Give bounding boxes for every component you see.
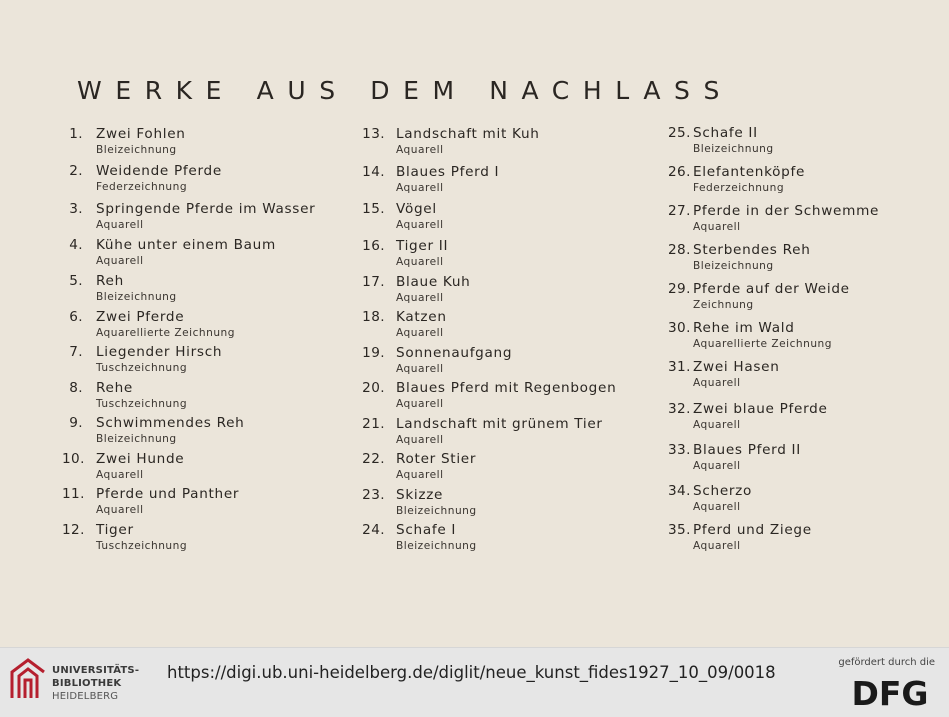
entry-technique: Bleizeichnung — [96, 291, 177, 303]
entry-number: 8. — [69, 380, 83, 396]
entry-technique: Bleizeichnung — [396, 540, 477, 552]
entry-technique: Aquarell — [693, 460, 741, 472]
entry-number: 16. — [362, 238, 385, 254]
entry-technique: Aquarell — [693, 540, 741, 552]
entry-number: 27. — [668, 203, 691, 219]
entry-title: Vögel — [396, 201, 437, 217]
entry-technique: Aquarell — [396, 256, 444, 268]
entry-number: 32. — [668, 401, 691, 417]
entry-technique: Aquarell — [396, 182, 444, 194]
entry-number: 14. — [362, 164, 385, 180]
entry-title: Scherzo — [693, 483, 753, 499]
entry-technique: Aquarell — [396, 219, 444, 231]
entry-title: Elefantenköpfe — [693, 164, 806, 180]
entry-technique: Aquarell — [693, 419, 741, 431]
library-name-line-3: HEIDELBERG — [52, 691, 119, 702]
entry-title: Pferd und Ziege — [693, 522, 812, 538]
entry-number: 24. — [362, 522, 385, 538]
entry-number: 31. — [668, 359, 691, 375]
entry-title: Liegender Hirsch — [96, 344, 223, 360]
entry-number: 33. — [668, 442, 691, 458]
library-name-line-2: BIBLIOTHEK — [52, 678, 122, 689]
entry-number: 11. — [62, 486, 85, 502]
entry-title: Zwei Hasen — [693, 359, 780, 375]
entry-number: 15. — [362, 201, 385, 217]
entry-technique: Aquarell — [693, 221, 741, 233]
entry-technique: Aquarell — [96, 219, 144, 231]
entry-title: Skizze — [396, 487, 444, 503]
entry-title: Landschaft mit Kuh — [396, 126, 540, 142]
entry-title: Rehe — [96, 380, 133, 396]
entry-title: Springende Pferde im Wasser — [96, 201, 316, 217]
entry-number: 12. — [62, 522, 85, 538]
entry-technique: Bleizeichnung — [693, 143, 774, 155]
entry-technique: Aquarell — [396, 363, 444, 375]
entry-technique: Aquarell — [396, 292, 444, 304]
permalink-url[interactable]: https://digi.ub.uni-heidelberg.de/diglit/neue_kunst_fides1927_10_09/0018 — [167, 663, 776, 682]
entry-technique: Bleizeichnung — [96, 144, 177, 156]
entry-number: 18. — [362, 309, 385, 325]
entry-title: Sterbendes Reh — [693, 242, 811, 258]
entry-number: 10. — [62, 451, 85, 467]
entry-title: Kühe unter einem Baum — [96, 237, 276, 253]
page-title: WERKE AUS DEM NACHLASS — [77, 76, 733, 105]
dfg-logo-icon — [845, 674, 935, 710]
entry-number: 35. — [668, 522, 691, 538]
entry-title: Sonnenaufgang — [396, 345, 513, 361]
entry-technique: Aquarellierte Zeichnung — [693, 338, 832, 350]
entry-number: 3. — [69, 201, 83, 217]
entry-title: Katzen — [396, 309, 447, 325]
entry-title: Zwei Hunde — [96, 451, 185, 467]
entry-number: 30. — [668, 320, 691, 336]
entry-number: 17. — [362, 274, 385, 290]
entry-number: 29. — [668, 281, 691, 297]
entry-number: 21. — [362, 416, 385, 432]
entry-title: Blaue Kuh — [396, 274, 471, 290]
entry-technique: Zeichnung — [693, 299, 754, 311]
entry-title: Weidende Pferde — [96, 163, 222, 179]
entry-technique: Aquarell — [693, 377, 741, 389]
library-name-line-1: UNIVERSITÄTS- — [52, 665, 140, 676]
entry-technique: Tuschzeichnung — [96, 398, 188, 410]
entry-number: 19. — [362, 345, 385, 361]
entry-technique: Aquarell — [396, 398, 444, 410]
entry-technique: Bleizeichnung — [396, 505, 477, 517]
entry-title: Pferde in der Schwemme — [693, 203, 880, 219]
entry-technique: Tuschzeichnung — [96, 540, 188, 552]
funding-note: gefördert durch die — [838, 657, 935, 668]
entry-technique: Federzeichnung — [693, 182, 785, 194]
entry-number: 34. — [668, 483, 691, 499]
entry-technique: Aquarell — [396, 469, 444, 481]
entry-number: 23. — [362, 487, 385, 503]
entry-technique: Federzeichnung — [96, 181, 188, 193]
entry-title: Tiger — [96, 522, 134, 538]
entry-title: Schwimmendes Reh — [96, 415, 245, 431]
entry-technique: Bleizeichnung — [693, 260, 774, 272]
entry-technique: Aquarell — [693, 501, 741, 513]
entry-technique: Aquarell — [96, 469, 144, 481]
entry-technique: Tuschzeichnung — [96, 362, 188, 374]
viewer-footer — [0, 647, 949, 717]
entry-technique: Aquarell — [96, 504, 144, 516]
entry-title: Zwei Fohlen — [96, 126, 186, 142]
entry-technique: Aquarellierte Zeichnung — [96, 327, 235, 339]
entry-number: 4. — [69, 237, 83, 253]
entry-technique: Aquarell — [396, 327, 444, 339]
entry-technique: Aquarell — [396, 434, 444, 446]
entry-title: Blaues Pferd mit Regenbogen — [396, 380, 617, 396]
entry-title: Rehe im Wald — [693, 320, 795, 336]
entry-number: 26. — [668, 164, 691, 180]
entry-title: Landschaft mit grünem Tier — [396, 416, 603, 432]
entry-technique: Aquarell — [396, 144, 444, 156]
entry-title: Blaues Pferd II — [693, 442, 801, 458]
entry-technique: Aquarell — [96, 255, 144, 267]
entry-number: 7. — [69, 344, 83, 360]
entry-title: Roter Stier — [396, 451, 477, 467]
entry-title: Zwei blaue Pferde — [693, 401, 828, 417]
entry-number: 25. — [668, 125, 691, 141]
entry-number: 9. — [69, 415, 83, 431]
entry-number: 20. — [362, 380, 385, 396]
entry-number: 6. — [69, 309, 83, 325]
entry-title: Pferde und Panther — [96, 486, 240, 502]
entry-number: 5. — [69, 273, 83, 289]
entry-technique: Bleizeichnung — [96, 433, 177, 445]
entry-title: Zwei Pferde — [96, 309, 185, 325]
entry-title: Reh — [96, 273, 124, 289]
entry-title: Tiger II — [396, 238, 449, 254]
entry-title: Schafe I — [396, 522, 457, 538]
library-logo-icon — [10, 658, 46, 700]
entry-number: 22. — [362, 451, 385, 467]
entry-title: Pferde auf der Weide — [693, 281, 850, 297]
funder-name: DFG — [851, 674, 929, 710]
entry-number: 1. — [69, 126, 83, 142]
entry-title: Blaues Pferd I — [396, 164, 500, 180]
entry-number: 28. — [668, 242, 691, 258]
entry-number: 2. — [69, 163, 83, 179]
entry-number: 13. — [362, 126, 385, 142]
entry-title: Schafe II — [693, 125, 758, 141]
